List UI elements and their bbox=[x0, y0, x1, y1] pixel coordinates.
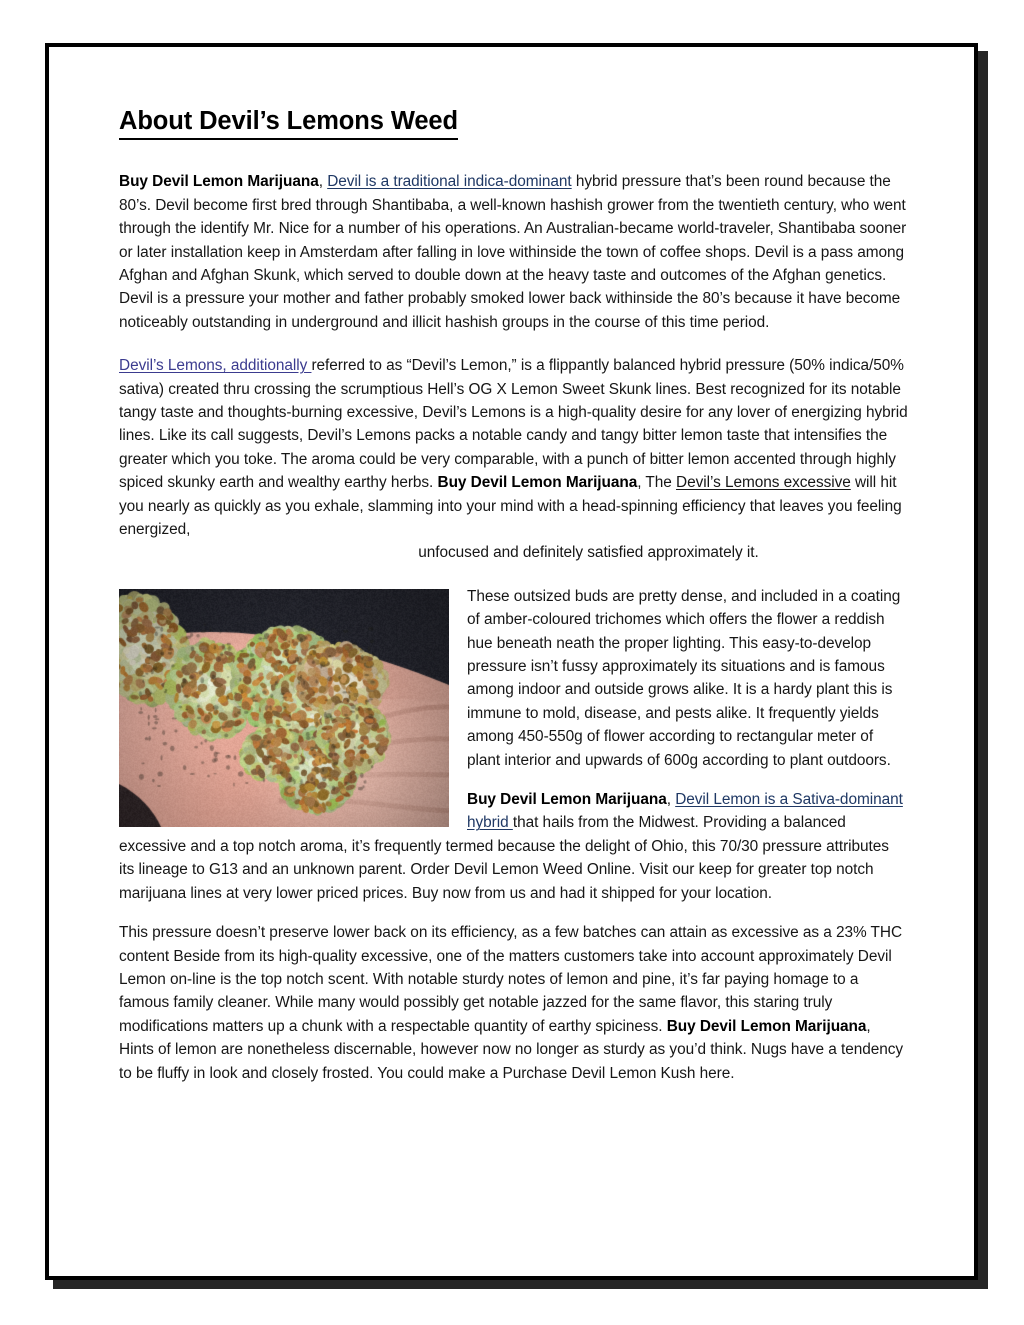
link-devils-lemons-additionally[interactable]: Devil’s Lemons, additionally bbox=[119, 357, 312, 375]
paragraph-sativa-comma: , bbox=[666, 791, 676, 809]
cannabis-buds-photo-canvas bbox=[119, 589, 449, 827]
page-title: About Devil’s Lemons Weed bbox=[119, 107, 458, 140]
paragraph-strain-part1: referred to as “Devil’s Lemon,” is a flippantly balanced hybrid pressure (50% indica/50% sativa) created thru crossing the scrumptious Hell’s OG X Lemon Sweet Skunk lines. Best recognized for its notable tangy taste and thoughts-burning excessive, Devil’s Lemons is a high-quality desire for any lover of energizing hybrid lines. Like its call suggests, Devil’s Lemons packs a notable candy and tangy bitter lemon taste that intensifies the greater which you toke. The aroma could be very comparable, with a punch of bitter lemon accented through highly spiced skunky earth and wealthy earthy herbs. bbox=[119, 357, 908, 492]
page-content-area bbox=[49, 47, 974, 1276]
paragraph-intro bbox=[119, 170, 908, 334]
paragraph-intro-comma: , bbox=[318, 173, 328, 191]
page-sheet bbox=[45, 43, 978, 1280]
brand-phrase-bold: Buy Devil Lemon Marijuana bbox=[467, 791, 667, 809]
cannabis-buds-image bbox=[119, 589, 449, 827]
paragraph-intro-body: hybrid pressure that’s been round because the 80’s. Devil become first bred through Shantibaba, a well-known hashish grower from the twentieth century, who went through the identify Mr. Nice for a number of his operations. An Australian-became world-traveler, Shantibaba sooner or later installation keep in Amsterdam after falling in love withinside the town of coffee shops. Devil is a pass among Afghan and Afghan Skunk, which served to double down at the heavy taste and outcomes of the Afghan genetics. Devil is a pressure your mother and father probably smoked lower back withinside the 80’s because it have become noticeably outstanding in underground and illicit hashish groups in the course of this time period. bbox=[119, 173, 907, 331]
paragraph-strain-part2: , The bbox=[637, 474, 677, 492]
paragraph-buds-description: These outsized buds are pretty dense, and included in a coating of amber-coloured trichomes which offers the flower a reddish hue beneath neath the proper lighting. This easy-to-develop pressure isn’t fussy approximately its situations and is famous among indoor and outside grows alike. It is a hardy plant this is immune to mold, disease, and pests alike. It frequently yields among 450-550g of flower according to rectangular meter of plant interior and upwards of 600g according to plant outdoors. bbox=[467, 587, 901, 769]
paragraph-strain-overview bbox=[119, 354, 908, 565]
paragraph-strain-part3: will hit you nearly as quickly as you exhale, slamming into your mind with a head-spinning efficiency that leaves you feeling energized, bbox=[119, 474, 902, 538]
link-devils-lemons-excessive[interactable]: Devil’s Lemons excessive bbox=[676, 474, 851, 492]
paragraph-sativa-body: that hails from the Midwest. Providing a balanced excessive and a top notch aroma, it’s frequently termed because the delight of Ohio, this 70/30 pressure attributes its lineage to G13 and an unknown parent. Order Devil Lemon Weed Online. Visit our keep for greater top notch marijuana lines at very lower priced prices. Buy now from us and had it shipped for your location. bbox=[119, 814, 889, 902]
paragraph-strain-tail-line: unfocused and definitely satisfied approximately it. bbox=[418, 544, 759, 562]
brand-phrase-bold: Buy Devil Lemon Marijuana bbox=[119, 173, 319, 191]
paragraph-potency-part1: This pressure doesn’t preserve lower back on its efficiency, as a few batches can attain as excessive as a 23% THC content Beside from its high-quality excessive, one of the matters customers take into account approximately Devil Lemon on-line is the top notch scent. With notable sturdy notes of lemon and pine, it’s far paying homage to a famous family cleaner. While many would possibly get notable jazzed for the same flavor, this staring truly modifications matters up a chunk with a respectable quantity of earthy spiciness. bbox=[119, 924, 903, 1035]
link-sativa-dominant-hybrid[interactable]: Devil Lemon is a Sativa-dominant hybrid bbox=[467, 791, 903, 832]
brand-phrase-bold: Buy Devil Lemon Marijuana bbox=[437, 474, 638, 492]
brand-phrase-bold: Buy Devil Lemon Marijuana bbox=[666, 1017, 867, 1035]
paragraph-potency-part2: , Hints of lemon are nonetheless discernable, however now no longer as sturdy as you’d think. Nugs have a tendency to be fluffy in look and closely frosted. You could make a Purchase Devil Lemon Kush here. bbox=[119, 1017, 904, 1082]
paragraph-potency bbox=[119, 921, 908, 1085]
link-indica-dominant[interactable]: Devil is a traditional indica-dominant bbox=[327, 173, 572, 191]
